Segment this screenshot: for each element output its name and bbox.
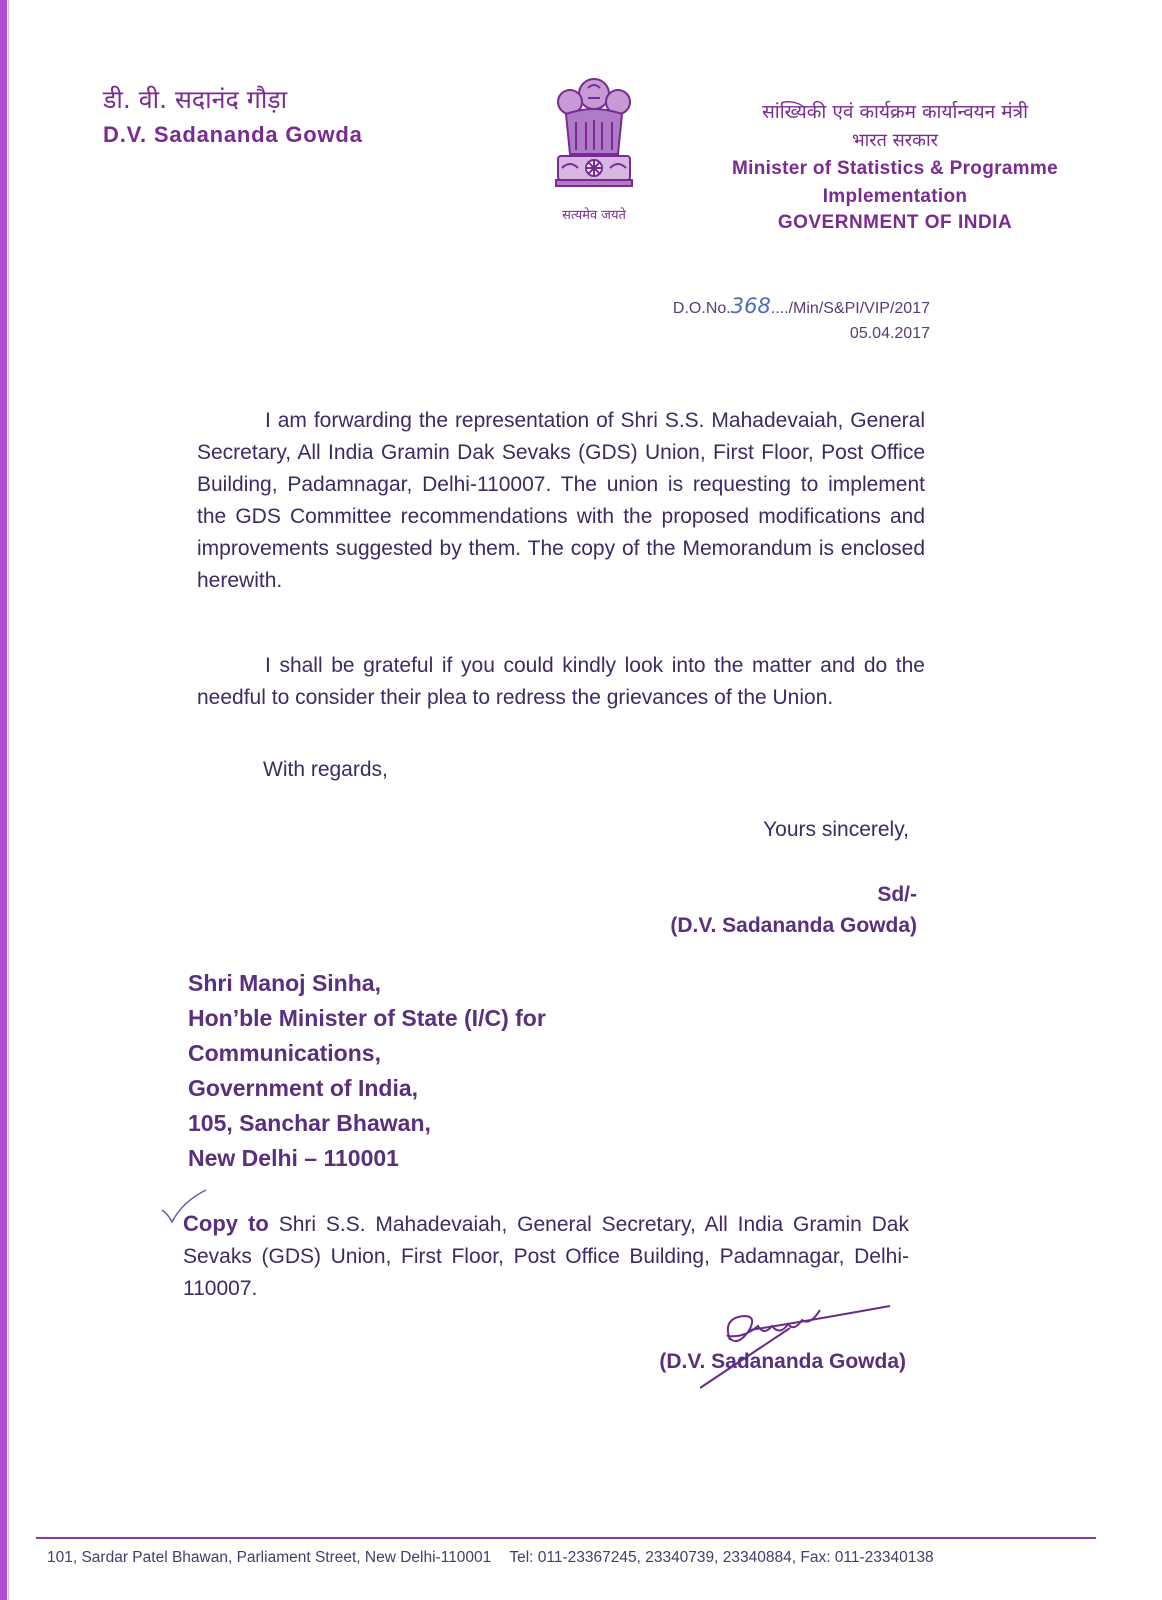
footer-divider [36, 1537, 1096, 1539]
do-number-line [673, 294, 930, 321]
copy-to-text: Shri S.S. Mahadevaiah, General Secretary, All India Gramin Dak Sevaks (GDS) Union, First Floor, Post Office Building, Padamnagar, Delhi-110007. [183, 1213, 909, 1300]
addressee-line-4: Government of India, [188, 1075, 419, 1101]
page-edge-bar [0, 0, 7, 1600]
footer-address: 101, Sardar Patel Bhawan, Parliament Street, New Delhi-110001 [47, 1549, 492, 1566]
ministry-title-hindi: सांख्यिकी एवं कार्यक्रम कार्यान्वयन मंत्री [761, 101, 1029, 123]
letterhead-title-block [700, 98, 1090, 234]
footer [47, 1549, 948, 1567]
do-suffix: /Min/S&PI/VIP/2017 [788, 300, 930, 317]
page-fold-line [8, 0, 9, 1600]
reference-block [673, 294, 930, 346]
body-paragraph-2: I shall be grateful if you could kindly look into the matter and do the needful to consider their plea to redress the grievances of the Union. [197, 654, 925, 709]
copy-to-block [183, 1208, 909, 1305]
addressee-line-1: Shri Manoj Sinha, [188, 970, 381, 996]
ministry-title-english-1: Minister of Statistics & Programme [732, 158, 1058, 179]
national-emblem-icon [548, 72, 640, 202]
footer-phone: Tel: 011-23367245, 23340739, 23340884, Fax: 011-23340138 [509, 1549, 934, 1566]
emblem-block [548, 72, 640, 223]
do-dots: .... [770, 300, 789, 317]
handwritten-signature-icon [700, 1300, 900, 1390]
addressee-line-5: 105, Sanchar Bhawan, [188, 1110, 431, 1136]
government-hindi: भारत सरकार [851, 130, 939, 151]
sd-mark: Sd/- [877, 883, 917, 906]
emblem-motto: सत्यमेव जयते [562, 208, 626, 223]
letterhead-name-block [103, 82, 363, 148]
letter-date: 05.04.2017 [849, 325, 930, 342]
do-prefix: D.O.No. [672, 300, 731, 317]
government-english: GOVERNMENT OF INDIA [777, 212, 1013, 233]
closing-line: Yours sincerely, [763, 818, 909, 841]
final-signatory-name: (D.V. Sadananda Gowda) [659, 1350, 906, 1373]
addressee-block [188, 966, 546, 1176]
minister-name-hindi: डी. वी. सदानंद गौड़ा [103, 85, 288, 114]
do-number-handwritten: 368 [730, 294, 771, 318]
addressee-line-6: New Delhi – 110001 [188, 1145, 399, 1171]
body-paragraph-1: I am forwarding the representation of Shri S.S. Mahadevaiah, General Secretary, All India Gramin Dak Sevaks (GDS) Union, First Floor, Post Office Building, Padamnagar, Delhi-110007. The union is requesting to implement the GDS Committee recommendations with the proposed modifications and improvements suggested by them. The copy of the Memorandum is enclosed herewith. [197, 409, 925, 592]
addressee-line-2: Hon’ble Minister of State (I/C) for [188, 1005, 546, 1031]
signatory-name: (D.V. Sadananda Gowda) [670, 914, 917, 937]
minister-name-english: D.V. Sadananda Gowda [103, 122, 363, 147]
ministry-title-english-2: Implementation [822, 186, 968, 207]
addressee-line-3: Communications, [188, 1040, 381, 1066]
regards-line: With regards, [263, 758, 388, 781]
copy-to-label: Copy to [183, 1211, 269, 1236]
